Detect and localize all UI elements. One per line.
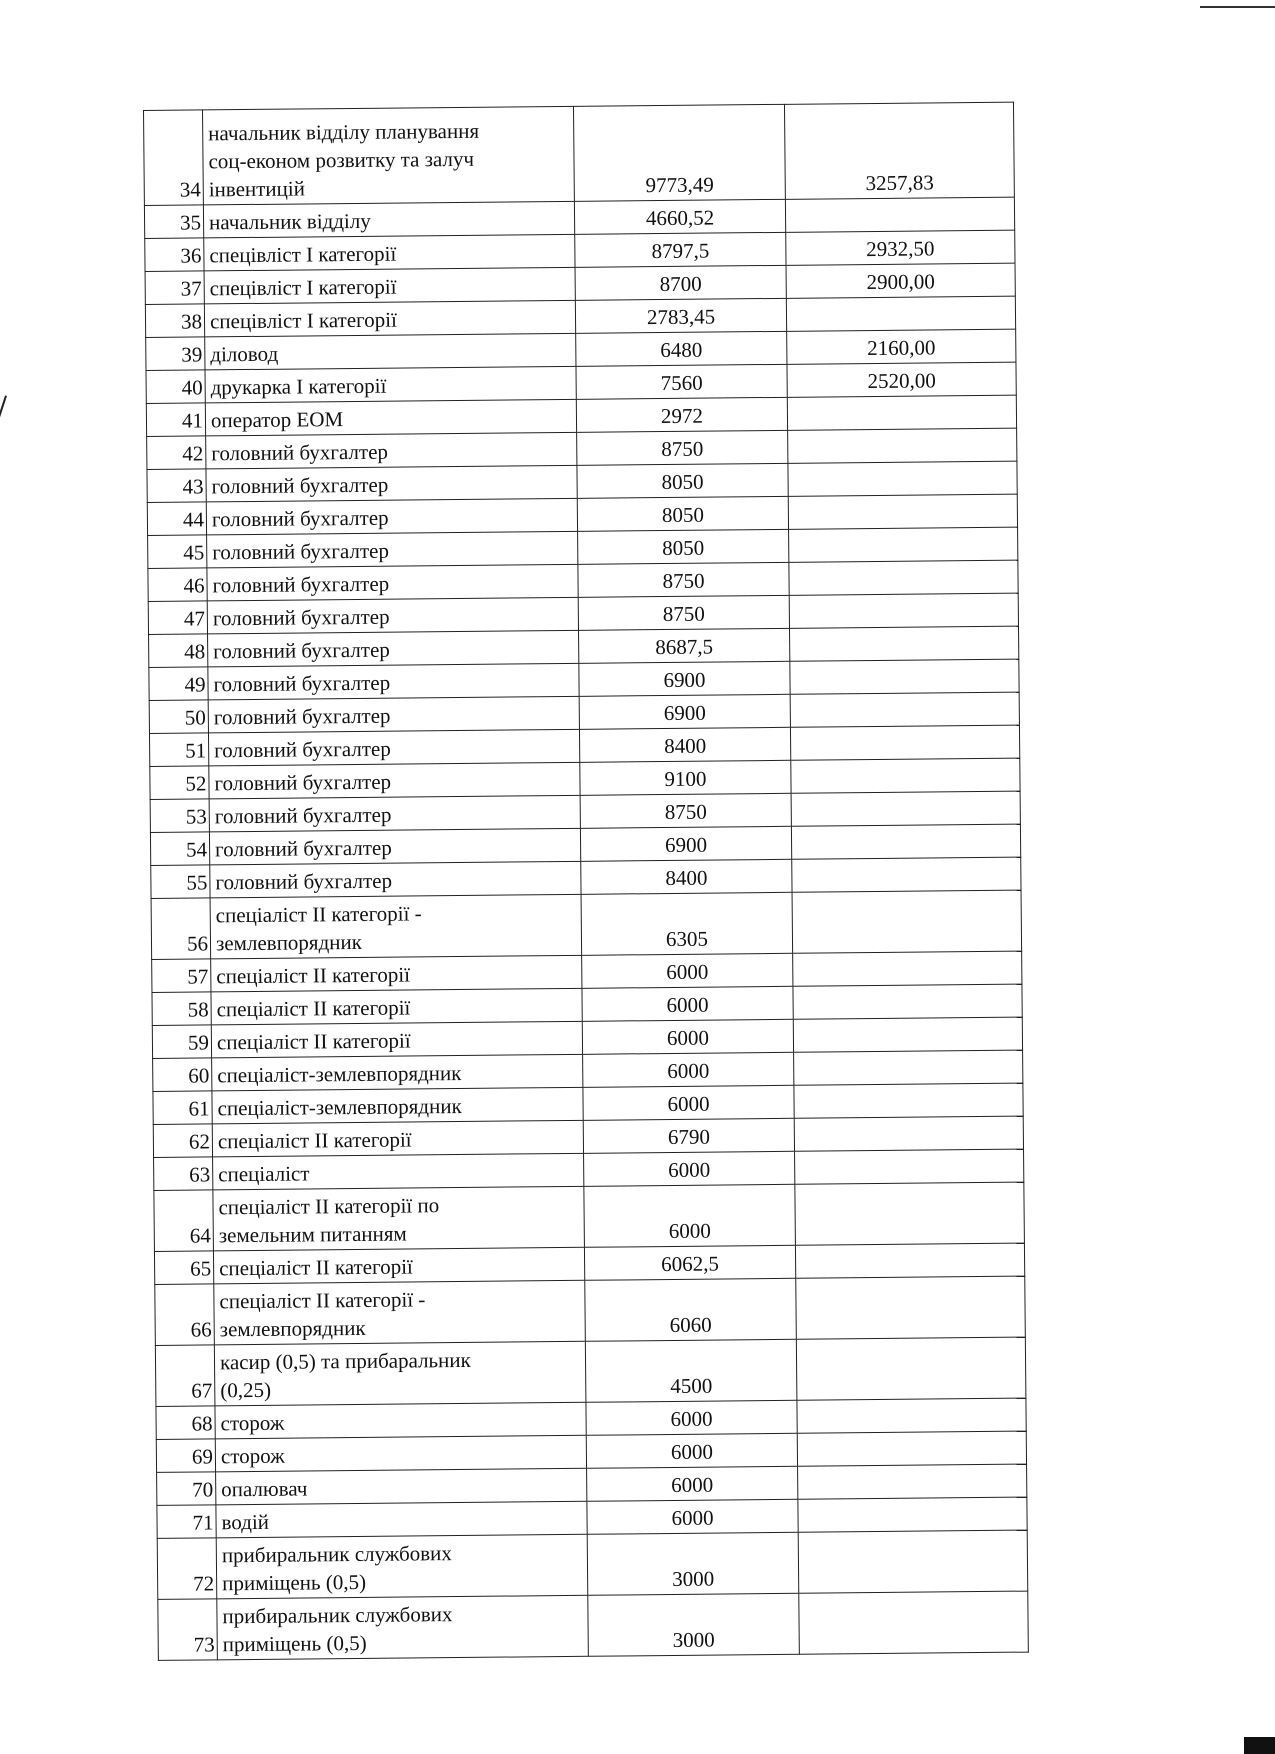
salary-value: 8700 <box>575 265 786 300</box>
salary-value: 6000 <box>587 1499 798 1534</box>
row-number: 55 <box>151 865 210 899</box>
salary-value: 8687,5 <box>579 628 790 663</box>
position-name: головний бухгалтер <box>207 597 578 634</box>
position-name: головний бухгалтер <box>206 465 577 502</box>
position-name: спецівліст І категорії <box>204 267 575 304</box>
salary-value: 6000 <box>586 1400 797 1435</box>
allowance-value <box>797 1431 1026 1466</box>
position-name: спеціаліст ІІ категорії - землевпорядник <box>214 1280 586 1345</box>
salary-value: 6000 <box>582 986 793 1021</box>
table-row <box>154 1182 1025 1251</box>
salary-value: 6305 <box>581 892 793 955</box>
row-number: 70 <box>157 1472 216 1506</box>
staff-table-sheet <box>143 102 1028 1661</box>
position-name: головний бухгалтер <box>209 795 580 832</box>
row-number: 71 <box>157 1505 216 1539</box>
salary-value: 6000 <box>586 1433 797 1468</box>
salary-value: 9773,49 <box>573 104 785 201</box>
allowance-value <box>788 494 1017 529</box>
table-row <box>155 1337 1026 1406</box>
allowance-value <box>798 1497 1027 1532</box>
allowance-value <box>795 1182 1025 1245</box>
position-name: головний бухгалтер <box>206 498 577 535</box>
allowance-value <box>796 1276 1026 1339</box>
salary-value: 6000 <box>582 1019 793 1054</box>
row-number: 50 <box>149 700 208 734</box>
row-number: 68 <box>156 1406 215 1440</box>
allowance-value <box>794 1050 1023 1085</box>
allowance-value: 2900,00 <box>786 263 1015 298</box>
salary-value: 6000 <box>584 1184 796 1247</box>
position-name: спеціаліст ІІ категорії <box>211 1021 582 1058</box>
position-name: головний бухгалтер <box>210 861 581 898</box>
allowance-value <box>785 197 1014 232</box>
row-number: 44 <box>147 502 206 536</box>
row-number: 43 <box>147 469 206 503</box>
allowance-value <box>797 1398 1026 1433</box>
allowance-value <box>792 890 1022 953</box>
salary-value: 8750 <box>577 430 788 465</box>
allowance-value: 3257,83 <box>784 102 1014 199</box>
row-number: 63 <box>154 1157 213 1191</box>
salary-value: 6000 <box>587 1466 798 1501</box>
allowance-value <box>791 791 1020 826</box>
allowance-value <box>790 626 1019 661</box>
row-number: 57 <box>152 959 211 993</box>
row-number: 37 <box>145 271 204 305</box>
table-row <box>144 102 1015 205</box>
salary-value: 7560 <box>576 364 787 399</box>
row-number: 59 <box>152 1025 211 1059</box>
row-number: 56 <box>151 898 211 960</box>
position-name: головний бухгалтер <box>208 630 579 667</box>
scan-mark-left <box>0 395 7 420</box>
row-number: 40 <box>146 370 205 404</box>
position-name: спеціаліст ІІ категорії <box>211 955 582 992</box>
allowance-value <box>792 857 1021 892</box>
salary-value: 6000 <box>583 1085 794 1120</box>
salary-value: 4660,52 <box>574 199 785 234</box>
salary-value: 6000 <box>582 953 793 988</box>
salary-value: 6000 <box>583 1052 794 1087</box>
table-row <box>157 1530 1028 1599</box>
allowance-value <box>787 395 1016 430</box>
position-name: головний бухгалтер <box>207 564 578 601</box>
table-body <box>144 102 1029 1660</box>
position-name: начальник відділу <box>203 201 574 238</box>
position-name: касир (0,5) та прибаральник (0,25) <box>214 1341 586 1406</box>
row-number: 48 <box>149 634 208 668</box>
allowance-value <box>786 296 1015 331</box>
row-number: 58 <box>152 992 211 1026</box>
row-number: 53 <box>150 799 209 833</box>
scan-mark-bottom <box>1244 1737 1275 1754</box>
salary-value: 2783,45 <box>575 298 786 333</box>
salary-value: 6900 <box>579 661 790 696</box>
row-number: 36 <box>145 238 204 272</box>
position-name: головний бухгалтер <box>209 828 580 865</box>
position-name: спеціаліст <box>213 1153 584 1190</box>
salary-value: 8400 <box>581 859 792 894</box>
table-row <box>158 1591 1029 1660</box>
table-row <box>151 890 1022 959</box>
position-name: головний бухгалтер <box>208 663 579 700</box>
position-name: діловод <box>205 333 576 370</box>
staff-salary-table <box>143 102 1029 1661</box>
position-name: спеціаліст-землевпорядник <box>212 1087 583 1124</box>
position-name: спеціаліст ІІ категорії <box>213 1247 584 1284</box>
position-name: спеціаліст-землевпорядник <box>212 1054 583 1091</box>
allowance-value <box>790 692 1019 727</box>
row-number: 41 <box>146 403 205 437</box>
position-name: опалювач <box>216 1468 587 1505</box>
position-name: сторож <box>215 1402 586 1439</box>
salary-value: 3000 <box>588 1593 800 1656</box>
salary-value: 8050 <box>578 529 789 564</box>
salary-value: 8050 <box>577 463 788 498</box>
position-name: водій <box>216 1501 587 1538</box>
row-number: 52 <box>150 766 209 800</box>
allowance-value: 2932,50 <box>786 230 1015 265</box>
position-name: оператор ЕОМ <box>205 399 576 436</box>
scan-mark-top <box>1200 6 1275 8</box>
row-number: 49 <box>149 667 208 701</box>
salary-value: 8750 <box>578 562 789 597</box>
row-number: 65 <box>154 1251 213 1285</box>
position-name: друкарка І категорії <box>205 366 576 403</box>
row-number: 54 <box>150 832 209 866</box>
row-number: 34 <box>144 110 204 206</box>
allowance-value <box>791 758 1020 793</box>
allowance-value <box>794 1116 1023 1151</box>
row-number: 62 <box>153 1124 212 1158</box>
salary-value: 3000 <box>587 1532 799 1595</box>
position-name: спеціаліст ІІ категорії - землевпорядник <box>210 894 582 959</box>
row-number: 67 <box>155 1345 215 1407</box>
row-number: 42 <box>147 436 206 470</box>
allowance-value <box>788 461 1017 496</box>
row-number: 73 <box>158 1599 218 1661</box>
allowance-value <box>790 725 1019 760</box>
row-number: 61 <box>153 1091 212 1125</box>
row-number: 46 <box>148 568 207 602</box>
allowance-value <box>796 1337 1026 1400</box>
position-name: начальник відділу планування соц-економ розвитку та залуч інвентицій <box>203 106 575 205</box>
salary-value: 8050 <box>577 496 788 531</box>
row-number: 45 <box>148 535 207 569</box>
salary-value: 4500 <box>585 1339 797 1402</box>
salary-value: 9100 <box>580 760 791 795</box>
allowance-value <box>793 951 1022 986</box>
allowance-value <box>793 1017 1022 1052</box>
allowance-value <box>790 659 1019 694</box>
salary-value: 8400 <box>579 727 790 762</box>
allowance-value <box>789 593 1018 628</box>
position-name: спеціаліст ІІ категорії <box>211 988 582 1025</box>
row-number: 60 <box>153 1058 212 1092</box>
salary-value: 6480 <box>576 331 787 366</box>
allowance-value <box>788 428 1017 463</box>
allowance-value: 2520,00 <box>787 362 1016 397</box>
position-name: спецівліст І категорії <box>204 234 575 271</box>
position-name: головний бухгалтер <box>206 432 577 469</box>
salary-value: 6900 <box>579 694 790 729</box>
salary-value: 6060 <box>585 1278 797 1341</box>
allowance-value <box>789 527 1018 562</box>
row-number: 47 <box>148 601 207 635</box>
allowance-value <box>799 1591 1029 1654</box>
salary-value: 8750 <box>580 793 791 828</box>
allowance-value <box>789 560 1018 595</box>
row-number: 35 <box>144 205 203 239</box>
position-name: спеціаліст ІІ категорії по земельним питанням <box>213 1186 585 1251</box>
row-number: 69 <box>156 1439 215 1473</box>
row-number: 38 <box>145 304 204 338</box>
allowance-value <box>791 824 1020 859</box>
salary-value: 2972 <box>576 397 787 432</box>
position-name: головний бухгалтер <box>209 762 580 799</box>
salary-value: 6062,5 <box>584 1245 795 1280</box>
position-name: прибиральник службових приміщень (0,5) <box>216 1534 588 1599</box>
allowance-value <box>798 1530 1028 1593</box>
row-number: 51 <box>149 733 208 767</box>
row-number: 39 <box>146 337 205 371</box>
position-name: головний бухгалтер <box>208 696 579 733</box>
allowance-value <box>798 1464 1027 1499</box>
allowance-value <box>795 1243 1024 1278</box>
position-name: спецівліст І категорії <box>204 300 575 337</box>
position-name: прибиральник службових приміщень (0,5) <box>217 1595 589 1660</box>
allowance-value <box>793 984 1022 1019</box>
position-name: спеціаліст ІІ категорії <box>212 1120 583 1157</box>
salary-value: 8750 <box>578 595 789 630</box>
table-row <box>155 1276 1026 1345</box>
row-number: 72 <box>157 1538 217 1600</box>
salary-value: 6000 <box>584 1151 795 1186</box>
row-number: 66 <box>155 1284 215 1346</box>
salary-value: 8797,5 <box>575 232 786 267</box>
position-name: головний бухгалтер <box>207 531 578 568</box>
position-name: сторож <box>215 1435 586 1472</box>
allowance-value <box>795 1149 1024 1184</box>
salary-value: 6790 <box>583 1118 794 1153</box>
position-name: головний бухгалтер <box>208 729 579 766</box>
row-number: 64 <box>154 1190 214 1252</box>
allowance-value: 2160,00 <box>787 329 1016 364</box>
allowance-value <box>794 1083 1023 1118</box>
salary-value: 6900 <box>580 826 791 861</box>
